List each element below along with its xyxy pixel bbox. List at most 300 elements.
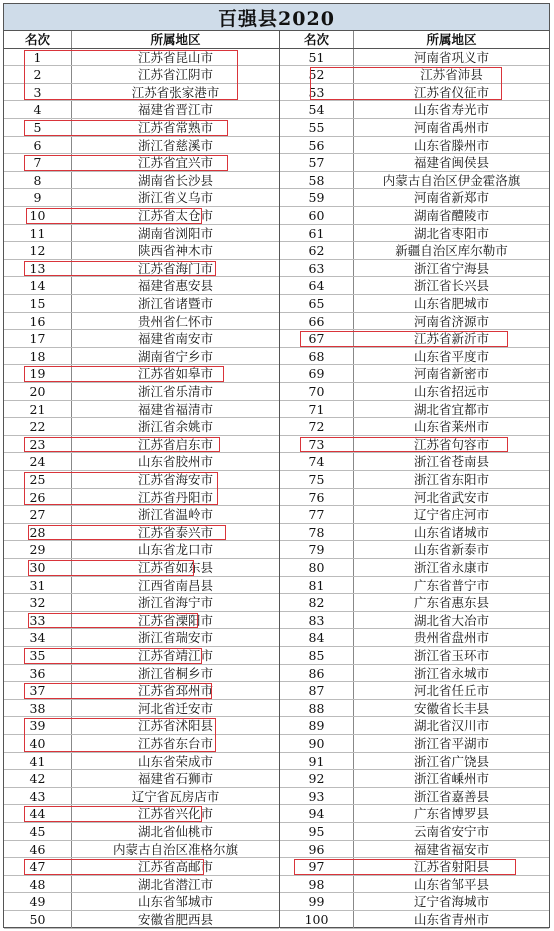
region-cell: 江苏省张家港市	[131, 84, 220, 100]
right-header-row	[280, 31, 549, 49]
region-header: 所属地区	[426, 32, 477, 47]
table-row	[4, 330, 279, 348]
rank-cell: 98	[280, 876, 354, 893]
rank-cell: 51	[280, 49, 354, 66]
table-row	[4, 453, 279, 471]
region-cell: 浙江省永城市	[413, 665, 489, 681]
rank-cell: 32	[4, 594, 72, 611]
rank-cell: 63	[280, 260, 354, 277]
table-row	[4, 911, 279, 929]
region-cell: 河南省新密市	[413, 366, 489, 382]
rank-cell: 54	[280, 101, 354, 118]
region-cell: 福建省惠安县	[137, 278, 213, 294]
region-cell: 浙江省宁海县	[413, 260, 489, 276]
ranking-sheet	[3, 3, 550, 928]
region-cell: 浙江省玉环市	[413, 648, 489, 663]
table-row	[280, 876, 549, 894]
rank-cell: 42	[4, 770, 72, 787]
rank-cell: 72	[280, 418, 354, 435]
table-row	[4, 49, 279, 67]
region-cell: 江苏省射阳县	[413, 859, 489, 875]
region-cell: 河南省禹州市	[413, 120, 489, 135]
region-cell: 福建省闽侯县	[413, 155, 489, 171]
region-cell: 辽宁省庄河市	[413, 507, 489, 523]
rank-cell: 88	[280, 700, 354, 717]
rank-cell: 6	[4, 137, 72, 154]
region-cell: 浙江省嵊州市	[413, 771, 489, 787]
rank-cell: 49	[4, 893, 72, 910]
region-cell: 江苏省新沂市	[413, 331, 489, 347]
region-cell: 山东省招远市	[413, 384, 489, 399]
rank-cell: 73	[280, 436, 354, 453]
rank-cell: 31	[4, 577, 72, 594]
rank-cell: 52	[280, 66, 354, 83]
table-row	[280, 401, 549, 419]
region-cell: 浙江省余姚市	[137, 419, 213, 435]
rank-cell: 94	[280, 805, 354, 822]
rank-cell: 61	[280, 225, 354, 242]
rank-cell: 84	[280, 629, 354, 646]
table-row	[4, 119, 279, 137]
rank-cell: 56	[280, 137, 354, 154]
rank-cell: 100	[280, 911, 354, 928]
region-cell: 山东省寿光市	[413, 102, 489, 118]
table-row	[4, 541, 279, 559]
table-row	[280, 49, 549, 67]
rank-cell: 39	[4, 717, 72, 734]
table-row	[280, 207, 549, 225]
rank-cell: 83	[280, 612, 354, 629]
table-row	[4, 66, 279, 84]
rank-cell: 80	[280, 559, 354, 576]
table-row	[280, 858, 549, 876]
rank-cell: 14	[4, 277, 72, 294]
table-row	[4, 629, 279, 647]
region-cell: 浙江省桐乡市	[137, 665, 213, 681]
region-cell: 江苏省沭阳县	[137, 718, 213, 734]
region-cell: 江苏省句容市	[413, 436, 489, 452]
table-row	[4, 665, 279, 683]
rank-cell: 19	[4, 365, 72, 382]
region-cell: 山东省荣成市	[137, 753, 213, 769]
region-cell: 福建省福清市	[137, 401, 213, 417]
rank-cell: 86	[280, 665, 354, 682]
region-cell: 湖北省潜江市	[137, 876, 213, 892]
region-cell: 山东省滕州市	[413, 137, 489, 153]
table-row	[4, 524, 279, 542]
region-cell: 河北省武安市	[413, 489, 489, 505]
table-row	[280, 330, 549, 348]
table-row	[280, 823, 549, 841]
rank-cell: 75	[280, 471, 354, 488]
region-cell: 湖南省浏阳市	[137, 225, 213, 241]
table-row	[4, 717, 279, 735]
region-cell: 江西省南昌县	[137, 577, 213, 593]
rank-cell: 85	[280, 647, 354, 664]
table-row	[4, 682, 279, 700]
table-row	[280, 119, 549, 137]
table-row	[4, 154, 279, 172]
table-row	[280, 172, 549, 190]
rank-cell: 55	[280, 119, 354, 136]
table-row	[4, 313, 279, 331]
table-row	[4, 805, 279, 823]
rank-cell: 95	[280, 823, 354, 840]
table-row	[280, 137, 549, 155]
region-cell: 河南省巩义市	[413, 49, 489, 65]
region-cell: 江苏省邳州市	[137, 683, 213, 699]
rank-cell: 25	[4, 471, 72, 488]
rank-cell: 59	[280, 189, 354, 206]
table-row	[280, 436, 549, 454]
region-cell: 江苏省常熟市	[137, 120, 213, 135]
region-cell: 浙江省诸暨市	[137, 296, 213, 311]
rank-cell: 99	[280, 893, 354, 910]
rank-cell: 18	[4, 348, 72, 365]
rank-cell: 1	[4, 49, 72, 66]
table-row	[4, 753, 279, 771]
table-row	[4, 858, 279, 876]
region-cell: 福建省福安市	[413, 841, 489, 857]
table-row	[4, 876, 279, 894]
table-row	[4, 594, 279, 612]
table-row	[4, 225, 279, 243]
region-cell: 辽宁省瓦房店市	[131, 788, 220, 804]
rank-cell: 44	[4, 805, 72, 822]
table-row	[4, 770, 279, 788]
table-row	[280, 700, 549, 718]
rank-cell: 4	[4, 101, 72, 118]
region-cell: 辽宁省海城市	[413, 894, 489, 910]
rank-cell: 76	[280, 489, 354, 506]
region-cell: 湖南省长沙县	[137, 172, 213, 188]
rank-cell: 65	[280, 295, 354, 312]
region-cell: 湖北省枣阳市	[413, 225, 489, 241]
table-row	[4, 823, 279, 841]
table-row	[280, 348, 549, 366]
region-cell: 山东省青州市	[413, 912, 489, 927]
rank-cell: 34	[4, 629, 72, 646]
table-row	[280, 225, 549, 243]
region-cell: 浙江省慈溪市	[137, 137, 213, 153]
region-cell: 江苏省泰兴市	[137, 524, 213, 540]
table-row	[280, 770, 549, 788]
region-cell: 山东省新泰市	[413, 542, 489, 558]
table-row	[4, 893, 279, 911]
region-cell: 江苏省启东市	[137, 436, 213, 452]
rank-cell: 12	[4, 242, 72, 259]
rank-cell: 9	[4, 189, 72, 206]
rank-header: 名次	[280, 31, 354, 48]
rank-cell: 97	[280, 858, 354, 875]
region-cell: 河北省任丘市	[413, 683, 489, 699]
table-row	[280, 453, 549, 471]
table-row	[280, 189, 549, 207]
table-row	[280, 524, 549, 542]
table-row	[280, 471, 549, 489]
region-cell: 福建省石狮市	[137, 771, 213, 787]
rank-cell: 70	[280, 383, 354, 400]
rank-cell: 41	[4, 753, 72, 770]
table-row	[280, 788, 549, 806]
table-row	[4, 471, 279, 489]
rank-cell: 50	[4, 911, 72, 928]
table-row	[280, 612, 549, 630]
region-cell: 湖北省仙桃市	[137, 824, 213, 839]
region-cell: 江苏省海门市	[137, 260, 213, 276]
region-cell: 福建省晋江市	[137, 102, 213, 118]
table-row	[4, 788, 279, 806]
region-cell: 浙江省温岭市	[137, 507, 213, 523]
table-row	[280, 66, 549, 84]
region-cell: 云南省安宁市	[413, 824, 489, 839]
region-cell: 江苏省仪征市	[413, 84, 489, 100]
region-cell: 江苏省兴化市	[137, 806, 213, 822]
rank-cell: 64	[280, 277, 354, 294]
region-cell: 江苏省昆山市	[137, 49, 213, 65]
rank-cell: 60	[280, 207, 354, 224]
rank-cell: 16	[4, 313, 72, 330]
table-row	[4, 277, 279, 295]
table-row	[4, 489, 279, 507]
region-cell: 浙江省平湖市	[413, 736, 489, 751]
table-row	[4, 559, 279, 577]
rank-cell: 66	[280, 313, 354, 330]
table-row	[280, 313, 549, 331]
table-row	[4, 418, 279, 436]
region-cell: 山东省肥城市	[413, 296, 489, 311]
region-cell: 湖南省宁乡市	[137, 348, 213, 364]
region-cell: 安徽省肥西县	[137, 912, 213, 927]
table-row	[280, 383, 549, 401]
table-row	[4, 506, 279, 524]
rank-header: 名次	[4, 31, 72, 48]
table-row	[4, 348, 279, 366]
table-row	[4, 242, 279, 260]
table-row	[4, 260, 279, 278]
region-cell: 湖北省宜都市	[413, 401, 489, 417]
region-cell: 江苏省东台市	[137, 736, 213, 751]
table-row	[280, 629, 549, 647]
region-cell: 内蒙古自治区准格尔旗	[112, 841, 238, 857]
table-row	[280, 154, 549, 172]
table-row	[280, 84, 549, 102]
region-cell: 浙江省海宁市	[137, 595, 213, 611]
region-cell: 江苏省宜兴市	[137, 155, 213, 171]
table-row	[4, 295, 279, 313]
rank-cell: 71	[280, 401, 354, 418]
rank-cell: 96	[280, 841, 354, 858]
rank-cell: 30	[4, 559, 72, 576]
region-cell: 浙江省广饶县	[413, 753, 489, 769]
table-row	[4, 647, 279, 665]
rank-cell: 5	[4, 119, 72, 136]
table-row	[280, 911, 549, 929]
region-cell: 江苏省溧阳市	[137, 612, 213, 628]
table-row	[280, 647, 549, 665]
rank-cell: 26	[4, 489, 72, 506]
rank-cell: 57	[280, 154, 354, 171]
rank-cell: 77	[280, 506, 354, 523]
region-cell: 江苏省如皋市	[137, 366, 213, 382]
table-row	[280, 418, 549, 436]
rank-cell: 40	[4, 735, 72, 752]
table-row	[4, 401, 279, 419]
right-column	[280, 31, 549, 927]
region-cell: 江苏省太仓市	[137, 208, 213, 223]
region-cell: 福建省南安市	[137, 331, 213, 347]
table-row	[4, 700, 279, 718]
left-header-row	[4, 31, 279, 49]
region-cell: 江苏省靖江市	[137, 648, 213, 663]
table-row	[280, 735, 549, 753]
region-cell: 新疆自治区库尔勒市	[395, 243, 508, 259]
table-row	[280, 753, 549, 771]
table-row	[280, 101, 549, 119]
region-cell: 山东省平度市	[413, 348, 489, 364]
region-cell: 河南省新郑市	[413, 190, 489, 206]
rank-cell: 90	[280, 735, 354, 752]
rank-cell: 92	[280, 770, 354, 787]
table-row	[4, 84, 279, 102]
region-cell: 江苏省海安市	[137, 472, 213, 487]
table-row	[280, 506, 549, 524]
table-row	[4, 207, 279, 225]
region-cell: 浙江省东阳市	[413, 472, 489, 487]
region-cell: 山东省莱州市	[413, 419, 489, 435]
rank-cell: 33	[4, 612, 72, 629]
rank-cell: 22	[4, 418, 72, 435]
region-cell: 河南省济源市	[413, 313, 489, 329]
rank-cell: 74	[280, 453, 354, 470]
region-cell: 安徽省长丰县	[413, 700, 489, 716]
region-cell: 山东省胶州市	[137, 454, 213, 470]
rank-cell: 53	[280, 84, 354, 101]
rank-cell: 7	[4, 154, 72, 171]
rank-cell: 62	[280, 242, 354, 259]
region-cell: 浙江省苍南县	[413, 454, 489, 470]
table-row	[4, 735, 279, 753]
rank-cell: 69	[280, 365, 354, 382]
table-row	[280, 242, 549, 260]
rank-cell: 48	[4, 876, 72, 893]
rank-cell: 23	[4, 436, 72, 453]
rank-cell: 93	[280, 788, 354, 805]
region-cell: 江苏省江阴市	[137, 67, 213, 83]
region-cell: 湖北省汉川市	[413, 718, 489, 734]
table-row	[280, 277, 549, 295]
table-row	[4, 577, 279, 595]
table-row	[280, 365, 549, 383]
ranking-table	[3, 31, 550, 928]
region-cell: 广东省惠东县	[413, 595, 489, 611]
rank-cell: 8	[4, 172, 72, 189]
region-cell: 浙江省长兴县	[413, 278, 489, 294]
region-cell: 湖南省醴陵市	[413, 208, 489, 223]
region-header: 所属地区	[150, 32, 201, 47]
region-cell: 湖北省大冶市	[413, 612, 489, 628]
left-column	[4, 31, 280, 927]
rank-cell: 45	[4, 823, 72, 840]
rank-cell: 68	[280, 348, 354, 365]
rank-cell: 43	[4, 788, 72, 805]
region-cell: 江苏省如东县	[137, 560, 213, 575]
page-title: 百强县2020	[218, 7, 335, 30]
rank-cell: 35	[4, 647, 72, 664]
rank-cell: 37	[4, 682, 72, 699]
rank-cell: 67	[280, 330, 354, 347]
table-row	[280, 665, 549, 683]
region-cell: 浙江省乐清市	[137, 384, 213, 399]
region-cell: 内蒙古自治区伊金霍洛旗	[382, 172, 521, 188]
rank-cell: 10	[4, 207, 72, 224]
region-cell: 江苏省沛县	[420, 67, 483, 83]
rank-cell: 46	[4, 841, 72, 858]
rank-cell: 29	[4, 541, 72, 558]
table-row	[280, 682, 549, 700]
title-bar	[3, 3, 550, 31]
rank-cell: 17	[4, 330, 72, 347]
region-cell: 陕西省神木市	[137, 243, 213, 259]
table-row	[280, 841, 549, 859]
region-cell: 江苏省高邮市	[137, 859, 213, 875]
rank-cell: 82	[280, 594, 354, 611]
rank-cell: 78	[280, 524, 354, 541]
region-cell: 广东省普宁市	[413, 577, 489, 593]
region-cell: 山东省龙口市	[137, 542, 213, 558]
rank-cell: 79	[280, 541, 354, 558]
rank-cell: 47	[4, 858, 72, 875]
table-row	[4, 436, 279, 454]
table-row	[280, 805, 549, 823]
region-cell: 江苏省丹阳市	[137, 489, 213, 505]
rank-cell: 36	[4, 665, 72, 682]
region-cell: 浙江省义乌市	[137, 190, 213, 206]
table-row	[280, 295, 549, 313]
table-row	[280, 717, 549, 735]
region-cell: 浙江省嘉善县	[413, 788, 489, 804]
rank-cell: 3	[4, 84, 72, 101]
table-row	[4, 612, 279, 630]
rank-cell: 21	[4, 401, 72, 418]
region-cell: 山东省诸城市	[413, 524, 489, 540]
rank-cell: 87	[280, 682, 354, 699]
region-cell: 贵州省仁怀市	[137, 313, 213, 329]
region-cell: 山东省邹平县	[413, 876, 489, 892]
table-row	[4, 841, 279, 859]
table-row	[280, 577, 549, 595]
region-cell: 广东省博罗县	[413, 806, 489, 822]
rank-cell: 20	[4, 383, 72, 400]
rank-cell: 2	[4, 66, 72, 83]
table-row	[4, 172, 279, 190]
rank-cell: 27	[4, 506, 72, 523]
rank-cell: 15	[4, 295, 72, 312]
region-cell: 贵州省盘州市	[413, 630, 489, 646]
rank-cell: 11	[4, 225, 72, 242]
table-row	[280, 559, 549, 577]
rank-cell: 89	[280, 717, 354, 734]
table-row	[4, 101, 279, 119]
rank-cell: 24	[4, 453, 72, 470]
rank-cell: 58	[280, 172, 354, 189]
rank-cell: 13	[4, 260, 72, 277]
rank-cell: 81	[280, 577, 354, 594]
region-cell: 浙江省永康市	[413, 560, 489, 575]
rank-cell: 28	[4, 524, 72, 541]
table-row	[280, 541, 549, 559]
table-row	[4, 365, 279, 383]
